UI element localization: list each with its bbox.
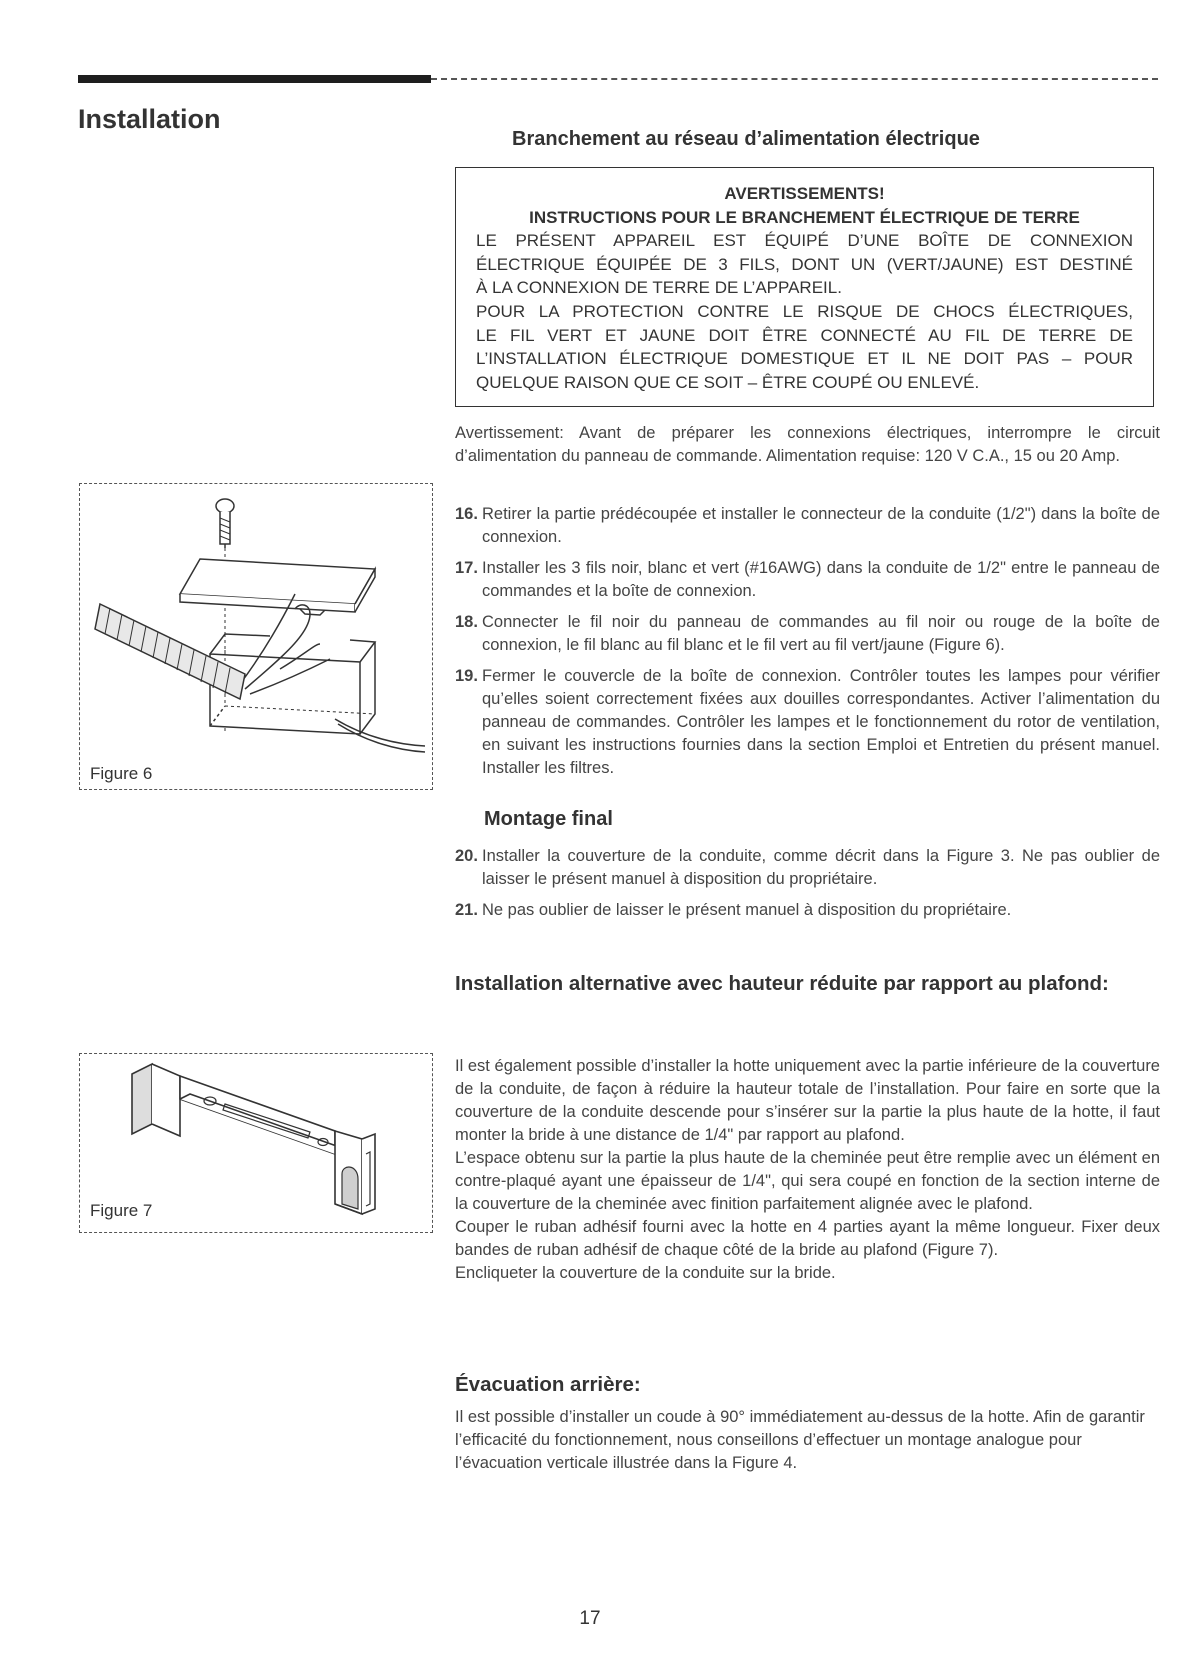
alternative-paragraph: Couper le ruban adhésif fourni avec la hotte en 4 parties ayant la même longueur. Fixer deux bandes de ruban adhésif de chaque côté de la bride au plafond (Figure 7). [455,1218,1160,1259]
step-number: 19. [455,667,478,685]
header-bar [78,75,431,83]
warning-line: LE FIL VERT ET JAUNE DOIT ÊTRE CONNECTÉ AU FIL DE TERRE DE [476,325,1133,345]
page-number: 17 [579,1608,601,1629]
warning-line: À LA CONNEXION DE TERRE DE L’APPAREIL. [476,278,842,298]
alternative-paragraph: L’espace obtenu sur la partie la plus haute de la cheminée peut être remplie avec un élément en contre-plaqué ayant une épaisseur de 1/4", qui sera coupé en fonction de la section interne de la couverture de la cheminée avec finition parfaitement alignée avec le plafond. [455,1149,1160,1213]
figure-6 [79,483,433,790]
alternative-paragraph: Encliqueter la couverture de la conduite sur la bride. [455,1264,836,1282]
step-text: Retirer la partie prédécoupée et installer le connecteur de la conduite (1/2") dans la boîte de connexion. [482,505,1160,546]
warning-line: POUR LA PROTECTION CONTRE LE RISQUE DE CHOCS ÉLECTRIQUES, [476,301,1133,321]
step-number: 21. [455,901,478,919]
montage-steps-list [455,845,1160,930]
steps-list [455,503,1160,788]
step-text: Connecter le fil noir du panneau de commandes au fil noir ou rouge de la boîte de connexion, le fil blanc au fil blanc et le fil vert au fil vert/jaune (Figure 6). [482,613,1160,654]
step-text: Fermer le couvercle de la boîte de connexion. Contrôler toutes les lampes pour vérifier qu’elles soient correctement fixées aux douilles correspondantes. Activer l’alimentation du panneau de commandes. Contrôler les lampes et le fonctionnement du rotor de ventilation, en suivant les instructions fournies dans la section Emploi et Entretien du présent manuel. Installer les filtres. [482,667,1160,777]
figure-7 [79,1053,433,1233]
alternative-heading: Installation alternative avec hauteur réduite par rapport au plafond: [455,972,1109,995]
step-text: Ne pas oublier de laisser le présent manuel à disposition du propriétaire. [482,901,1012,919]
section-title: Installation [78,104,221,134]
figure-6-caption: Figure 6 [90,764,153,783]
header-rule [431,78,1158,80]
step-number: 18. [455,613,478,631]
warning-line: LE PRÉSENT APPAREIL EST ÉQUIPÉ D’UNE BOÎTE DE CONNEXION [476,231,1133,251]
warning-line: QUELQUE RAISON QUE CE SOIT – ÊTRE COUPÉ OU ENLEVÉ. [476,372,980,392]
list-item [455,611,1160,657]
list-item [455,899,1160,922]
electrical-intro: Avertissement: Avant de préparer les connexions électriques, interrompre le circuit d’alimentation du panneau de commande. Alimentation requise: 120 V C.A., 15 ou 20 Amp. [455,424,1160,465]
junction-box-illustration [80,484,432,789]
warning-line: L’INSTALLATION ÉLECTRIQUE DOMESTIQUE ET IL NE DOIT PAS – POUR [476,349,1133,369]
bracket-illustration [80,1054,432,1232]
step-number: 17. [455,559,478,577]
warning-subtitle: INSTRUCTIONS POUR LE BRANCHEMENT ÉLECTRIQUE DE TERRE [529,207,1080,227]
list-item [455,503,1160,549]
step-text: Installer la couverture de la conduite, comme décrit dans la Figure 3. Ne pas oublier de laisser le présent manuel à disposition du propriétaire. [482,847,1160,888]
figure-7-caption: Figure 7 [90,1201,153,1220]
list-item [455,845,1160,891]
alternative-paragraph: Il est également possible d’installer la hotte uniquement avec la partie inférieure de la couverture de la conduite, de façon à réduire la hauteur totale de l’installation. Pour faire en sorte que la couverture de la conduite descende pour s’insérer sur la partie la plus haute de la hotte, il faut monter la bride à une distance de 1/4" par rapport au plafond. [455,1057,1160,1144]
step-number: 20. [455,847,478,865]
warning-box [455,167,1154,407]
warning-title: AVERTISSEMENTS! [724,184,885,203]
list-item [455,557,1160,603]
alternative-body [455,1055,1160,1285]
list-item [455,665,1160,780]
branchement-heading: Branchement au réseau d’alimentation électrique [512,128,980,150]
montage-heading: Montage final [484,808,613,830]
step-number: 16. [455,505,478,523]
step-text: Installer les 3 fils noir, blanc et vert (#16AWG) dans la conduite de 1/2" entre le panneau de commandes et la boîte de connexion. [482,559,1160,600]
evacuation-heading: Évacuation arrière: [455,1373,641,1396]
warning-line: ÉLECTRIQUE ÉQUIPÉE DE 3 FILS, DONT UN (VERT/JAUNE) EST DESTINÉ [476,254,1133,274]
evacuation-text: Il est possible d’installer un coude à 90° immédiatement au-dessus de la hotte. Afin de garantir l’efficacité du fonctionnement, nous conseillons d’effectuer un montage analogue pour l’évacuation verticale illustrée dans la Figure 4. [455,1408,1145,1472]
